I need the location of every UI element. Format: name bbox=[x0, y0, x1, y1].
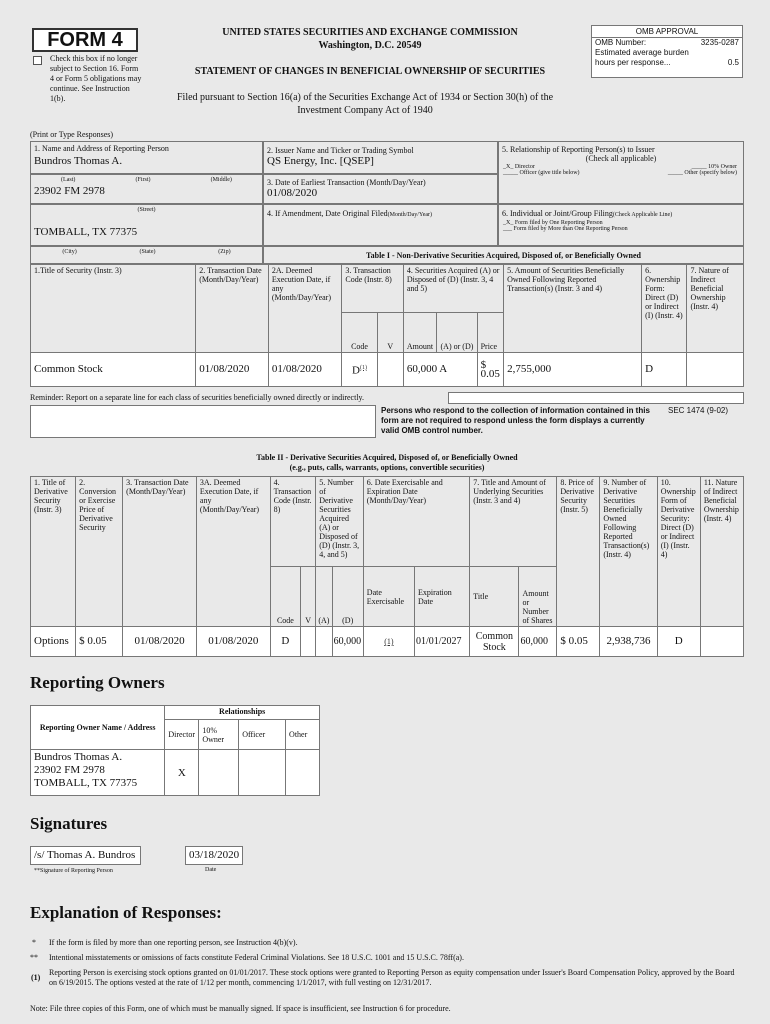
t1-header-securities: 4. Securities Acquired (A) or Disposed of (D) (Instr. 3, 4 and 5) bbox=[403, 265, 503, 313]
explanation-title: Explanation of Responses: bbox=[30, 903, 222, 922]
t2-header-conversion: 2. Conversion or Exercise Price of Derivative Security bbox=[76, 477, 123, 627]
table2 bbox=[30, 476, 744, 657]
omb-title: OMB APPROVAL bbox=[592, 26, 742, 38]
table2-title bbox=[30, 453, 744, 473]
reminder-text: Reminder: Report on a separate line for each class of securities beneficially owned directly or indirectly. bbox=[30, 393, 365, 402]
reporting-owners-title: Reporting Owners bbox=[30, 673, 165, 692]
table1-title: Table I - Non-Derivative Securities Acquired, Disposed of, or Beneficially Owned bbox=[366, 251, 641, 260]
amendment-sub: (Month/Day/Year) bbox=[387, 212, 433, 218]
table2-title-line1: Table II - Derivative Securities Acquired, Disposed of, or Beneficially Owned bbox=[256, 453, 518, 462]
relationship-sub: (Check all applicable) bbox=[585, 154, 657, 163]
reporting-person-city-box bbox=[30, 204, 263, 246]
t1-sub-amount: Amount bbox=[403, 313, 436, 353]
table-row bbox=[31, 353, 744, 387]
reporting-person-label: 1. Name and Address of Reporting Person bbox=[34, 144, 169, 153]
omb-number-label: OMB Number: bbox=[595, 38, 647, 47]
t1-sub-price: Price bbox=[477, 313, 503, 353]
t1-row-code bbox=[342, 353, 377, 387]
omb-number-value: 3235-0287 bbox=[700, 38, 739, 47]
notice-box bbox=[30, 405, 376, 438]
t2-row-owned: 2,938,736 bbox=[600, 627, 657, 657]
zip-label: (Zip) bbox=[218, 249, 231, 255]
relationship-label: 5. Relationship of Reporting Person(s) to Issuer bbox=[502, 145, 655, 154]
print-type-note: (Print or Type Responses) bbox=[30, 130, 114, 139]
agency-heading bbox=[150, 26, 590, 52]
ten-percent-header: 10% Owner bbox=[199, 720, 239, 750]
t1-sub-code: Code bbox=[342, 313, 377, 353]
relationship-box bbox=[498, 141, 744, 204]
omb-burden-label: Estimated average burden bbox=[595, 48, 689, 57]
t2-header-deemed: 3A. Deemed Execution Date, if any (Month/Day/Year) bbox=[196, 477, 270, 627]
t1-row-owned: 2,755,000 bbox=[504, 353, 642, 387]
earliest-transaction-date: 01/08/2020 bbox=[267, 187, 318, 199]
sec-number: SEC 1474 (9-02) bbox=[668, 406, 729, 415]
t1-header-date: 2. Transaction Date (Month/Day/Year) bbox=[196, 265, 269, 353]
form-title: FORM 4 bbox=[32, 28, 138, 52]
table-row bbox=[31, 627, 744, 657]
footnote-star-mark: * bbox=[32, 938, 36, 947]
checkbox-label: Check this box if no longer subject to Section 16. Form 4 or Form 5 obligations may continue. See Instruction 1(b). bbox=[50, 54, 142, 103]
signature-date-label: Date bbox=[205, 867, 217, 873]
filed-pursuant bbox=[145, 91, 585, 117]
t2-header-nature: 11. Nature of Indirect Beneficial Ownership (Instr. 4) bbox=[700, 477, 743, 627]
footnote-1-link-exercisable[interactable]: (1) bbox=[384, 637, 394, 646]
t2-sub-v: V bbox=[301, 567, 316, 627]
footnote-double-star: Intentional misstatements or omissions of facts constitute Federal Criminal Violations. See 18 U.S.C. 1001 and 15 U.S.C. 78ff(a). bbox=[49, 953, 464, 962]
owner-street: 23902 FM 2978 bbox=[34, 764, 105, 776]
t2-sub-date-exercisable: Date Exercisable bbox=[363, 567, 414, 627]
t1-row-aord: A bbox=[439, 363, 448, 375]
signature-field: /s/ Thomas A. Bundros bbox=[30, 846, 141, 865]
agency-name: UNITED STATES SECURITIES AND EXCHANGE COMMISSION bbox=[222, 27, 518, 38]
other-header: Other bbox=[286, 720, 320, 750]
issuer-label: 2. Issuer Name and Ticker or Trading Symbol bbox=[267, 146, 414, 155]
t2-sub-code: Code bbox=[270, 567, 301, 627]
reporting-person-name: Bundros Thomas A. bbox=[34, 155, 123, 167]
t2-sub-amount-shares: Amount or Number of Shares bbox=[519, 567, 557, 627]
statement-title: STATEMENT OF CHANGES IN BENEFICIAL OWNERSHIP OF SECURITIES bbox=[194, 66, 546, 77]
t2-header-owned: 9. Number of Derivative Securities Beneficially Owned Following Reported Transaction(s) (Instr. 4) bbox=[600, 477, 657, 627]
group-filing-label: 6. Individual or Joint/Group Filing bbox=[502, 209, 613, 218]
filed-line-2: Investment Company Act of 1940 bbox=[297, 105, 433, 116]
footnote-1-link[interactable]: (1) bbox=[359, 364, 367, 371]
relationships-header: Relationships bbox=[165, 706, 320, 720]
t2-header-deriv-price: 8. Price of Derivative Security (Instr. 5) bbox=[557, 477, 600, 627]
state-label: (State) bbox=[139, 249, 156, 255]
director-header: Director bbox=[165, 720, 199, 750]
footnote-double-star-mark: ** bbox=[30, 953, 38, 962]
omb-hours-value: 0.5 bbox=[727, 58, 739, 67]
t2-header-code: 4. Transaction Code (Instr. 8) bbox=[270, 477, 316, 567]
t1-header-code: 3. Transaction Code (Instr. 8) bbox=[342, 265, 403, 313]
t1-row-amount bbox=[403, 353, 477, 387]
reporting-person-street-box bbox=[30, 174, 263, 204]
t2-row-underlying-amount: 60,000 bbox=[519, 627, 557, 657]
ten-percent-check: _____ 10% Owner bbox=[691, 164, 737, 170]
reporting-person-city-state-zip: TOMBALL, TX 77375 bbox=[34, 226, 138, 238]
omb-hours-label: hours per response... bbox=[595, 58, 671, 67]
reporting-person-street: 23902 FM 2978 bbox=[34, 185, 105, 197]
earliest-transaction-label: 3. Date of Earliest Transaction (Month/Day/Year) bbox=[267, 178, 426, 187]
t1-sub-v: V bbox=[377, 313, 403, 353]
group-filing-sub: (Check Applicable Line) bbox=[612, 212, 673, 218]
city-label: (City) bbox=[62, 249, 77, 255]
t1-row-price: $ 0.05 bbox=[477, 353, 503, 387]
middle-label: (Middle) bbox=[210, 177, 232, 183]
owner-name-header: Reporting Owner Name / Address bbox=[31, 706, 165, 750]
t2-header-exercisable: 6. Date Exercisable and Expiration Date (Month/Day/Year) bbox=[363, 477, 470, 567]
amendment-box bbox=[263, 204, 498, 246]
t1-row-title: Common Stock bbox=[31, 353, 196, 387]
first-label: (First) bbox=[135, 177, 151, 183]
director-check: _X_ Director bbox=[503, 164, 535, 170]
signature-date-field: 03/18/2020 bbox=[185, 846, 243, 865]
filed-line-1: Filed pursuant to Section 16(a) of the Securities Exchange Act of 1934 or Section 30(h) of the bbox=[176, 92, 554, 103]
owner-name: Bundros Thomas A. bbox=[34, 751, 123, 763]
footnote-1: Reporting Person is exercising stock options granted on 01/01/2017. These stock options were granted to Reporting Person as equity compensation under Issuer's Board Compensation Policy, approved by the Board on 6/19/2015. The options vested at the rate of 1/12 per month, commencing 1/1/2017, with full vesting on 12/31/2017. bbox=[49, 968, 735, 987]
last-label: (Last) bbox=[61, 177, 76, 183]
t1-row-deemed: 01/08/2020 bbox=[268, 353, 342, 387]
t1-row-nature bbox=[687, 353, 744, 387]
director-mark: X bbox=[165, 750, 199, 796]
t1-header-deemed: 2A. Deemed Execution Date, if any (Month/Day/Year) bbox=[268, 265, 342, 353]
t1-row-v bbox=[377, 353, 403, 387]
t2-row-deemed: 01/08/2020 bbox=[196, 627, 270, 657]
table2-title-line2: (e.g., puts, calls, warrants, options, convertible securities) bbox=[289, 463, 485, 472]
note-text: Note: File three copies of this Form, one of which must be manually signed. If space is insufficient, see Instruction 6 for procedure. bbox=[30, 1004, 451, 1013]
t1-header-form: 6. Ownership Form: Direct (D) or Indirect (I) (Instr. 4) bbox=[642, 265, 687, 353]
t2-sub-a: (A) bbox=[316, 567, 332, 627]
street-label: (Street) bbox=[137, 207, 156, 213]
t2-row-date: 01/08/2020 bbox=[123, 627, 197, 657]
t2-row-title: Options bbox=[31, 627, 76, 657]
t1-row-date: 01/08/2020 bbox=[196, 353, 269, 387]
signatures-title: Signatures bbox=[30, 814, 108, 833]
t2-row-d: 60,000 bbox=[332, 627, 363, 657]
t2-header-date: 3. Transaction Date (Month/Day/Year) bbox=[123, 477, 197, 627]
t1-header-owned: 5. Amount of Securities Beneficially Owned Following Reported Transaction(s) (Instr. 3 and 4) bbox=[504, 265, 642, 353]
t1-sub-aord: (A) or (D) bbox=[437, 313, 477, 353]
t2-sub-expiration: Expiration Date bbox=[415, 567, 470, 627]
other-check: _____ Other (specify below) bbox=[667, 170, 737, 176]
t1-row-form: D bbox=[642, 353, 687, 387]
t2-row-deriv-price: $ 0.05 bbox=[557, 627, 600, 657]
table1-title-box bbox=[263, 246, 744, 264]
agency-location: Washington, D.C. 20549 bbox=[318, 40, 422, 51]
t2-row-price: $ 0.05 bbox=[76, 627, 123, 657]
t2-sub-d: (D) bbox=[332, 567, 363, 627]
group-more-check: ___ Form filed by More than One Reporting Person bbox=[503, 226, 628, 232]
omb-approval-box bbox=[591, 25, 743, 78]
amendment-label: 4. If Amendment, Date Original Filed bbox=[267, 209, 388, 218]
t2-header-underlying: 7. Title and Amount of Underlying Securities (Instr. 3 and 4) bbox=[470, 477, 557, 567]
officer-check: _____ Officer (give title below) bbox=[503, 170, 580, 176]
footnote-1-mark: (1) bbox=[31, 973, 41, 982]
t1-row-amount-value: 60,000 bbox=[406, 363, 438, 375]
earliest-transaction-box bbox=[263, 174, 498, 204]
table1 bbox=[30, 264, 744, 387]
no-longer-subject-checkbox[interactable] bbox=[33, 56, 42, 65]
signature-label: **Signature of Reporting Person bbox=[34, 868, 113, 874]
persons-notice: Persons who respond to the collection of information contained in this form are not required to respond unless the form displays a currently valid OMB control number. bbox=[381, 406, 650, 435]
t1-header-title: 1.Title of Security (Instr. 3) bbox=[31, 265, 196, 353]
t2-row-underlying-title: Common Stock bbox=[470, 627, 519, 657]
issuer-name: QS Energy, Inc. [QSEP] bbox=[267, 155, 374, 167]
officer-header: Officer bbox=[239, 720, 286, 750]
t2-row-expiration: 01/01/2027 bbox=[415, 627, 470, 657]
group-one-check: _X_ Form filed by One Reporting Person bbox=[503, 220, 603, 226]
reporting-person-name-box bbox=[30, 141, 263, 174]
t2-sub-title: Title bbox=[470, 567, 519, 627]
table-row bbox=[31, 750, 320, 796]
footnote-star: If the form is filed by more than one reporting person, see Instruction 4(b)(v). bbox=[49, 938, 298, 947]
t1-row-code-value: D bbox=[352, 364, 360, 377]
t2-header-form: 10. Ownership Form of Derivative Security: Direct (D) or Indirect (I) (Instr. 4) bbox=[657, 477, 700, 627]
t2-row-form: D bbox=[657, 627, 700, 657]
t2-row-v bbox=[301, 627, 316, 657]
owner-city: TOMBALL, TX 77375 bbox=[34, 777, 138, 789]
reporting-owners-table bbox=[30, 705, 320, 796]
group-filing-box bbox=[498, 204, 744, 246]
issuer-box bbox=[263, 141, 498, 174]
reminder-box bbox=[448, 392, 744, 404]
t2-header-number: 5. Number of Derivative Securities Acquired (A) or Disposed of (D) (Instr. 3, 4, and 5) bbox=[316, 477, 364, 567]
city-state-zip-labels bbox=[30, 246, 263, 264]
t2-row-code: D bbox=[270, 627, 301, 657]
t1-header-nature: 7. Nature of Indirect Beneficial Ownership (Instr. 4) bbox=[687, 265, 744, 353]
t2-row-a bbox=[316, 627, 332, 657]
t2-header-title: 1. Title of Derivative Security (Instr. 3) bbox=[31, 477, 76, 627]
t2-row-nature bbox=[700, 627, 743, 657]
